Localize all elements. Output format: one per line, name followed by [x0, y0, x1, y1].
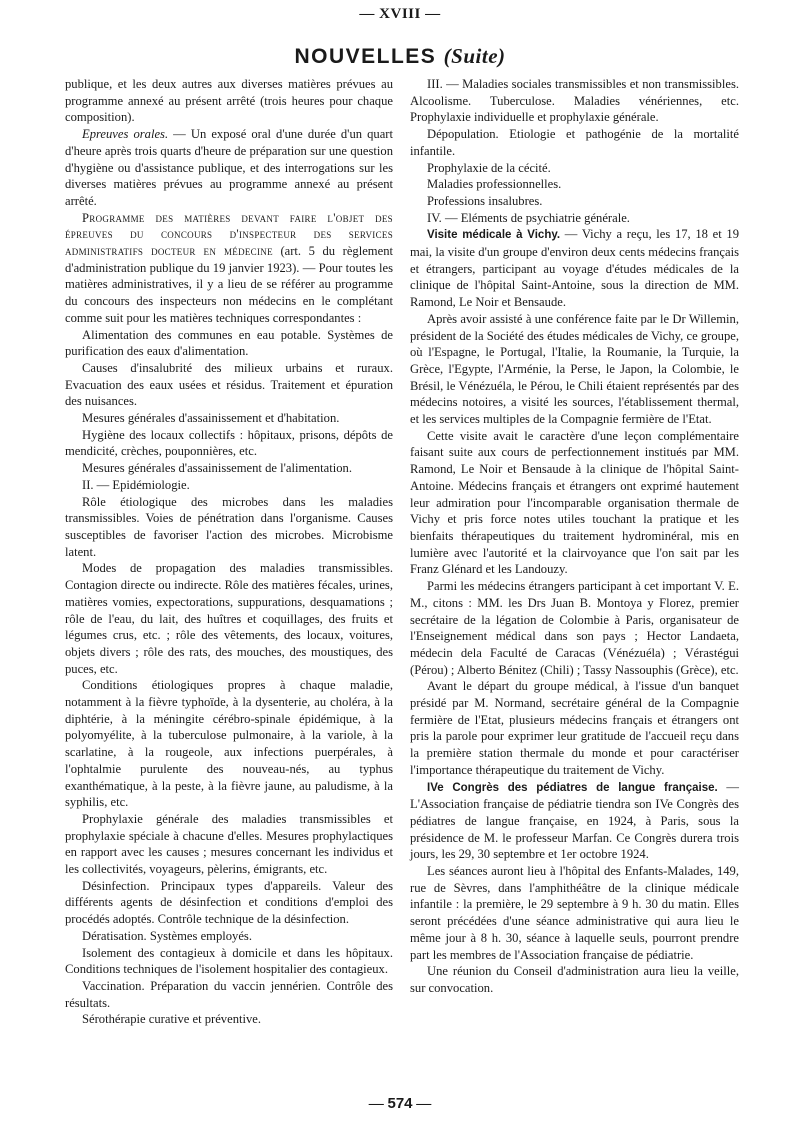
paragraph: III. — Maladies sociales transmissibles et non transmissibles. Alcoolisme. Tuberculose. Maladies vénériennes, etc. Prophylaxie individuelle et prophylaxie générale. — [410, 77, 739, 125]
section-heading: Visite médicale à Vichy. — [427, 229, 561, 242]
paragraph: Sérothérapie curative et préventive. — [82, 1012, 262, 1027]
paragraph: Avant le départ du groupe médical, à l'issue d'un banquet présidé par M. Normand, secrétaire général de la Compagnie fermière de l'Etat, plusieurs médecins français et étrangers ont pris la parole pour exprimer leur gratitude de l'accueil reçu dans la première station thermale du monde et pour caractériser l'importance thérapeutique du traitement de Vichy. — [410, 679, 739, 777]
paragraph: Alimentation des communes en eau potable. Systèmes de purification des eaux d'alimentation. — [65, 327, 393, 359]
paragraph: Conditions étiologiques propres à chaque maladie, notamment à la fièvre typhoïde, à la dysenterie, au choléra, à la diphtérie, à la méningite cérébro-spinale épidémique, à la polyomyélite, à la tuberculose pulmonaire, à la variole, à la scarlatine, à la rougeole, aux infections puerpérales, à l'ophtalmie purulente des nouveau-nés, au typhus exanthématique, à la peste, à la fièvre jaune, au paludisme, à la syphilis, etc. — [65, 678, 393, 810]
page-number-value: 574 — [387, 1095, 413, 1112]
paragraph: Hygiène des locaux collectifs : hôpitaux, prisons, dépôts de mendicité, crèches, pouponnières, etc. — [65, 427, 393, 459]
right-column — [410, 76, 739, 997]
paragraph: Après avoir assisté à une conférence faite par le Dr Willemin, président de la Société des études médicales de Vichy, ce groupe, où l'Espagne, le Portugal, l'Italie, la Roumanie, la Turquie, la Grèce, l'Egypte, l'Arménie, la Perse, le Japon, la Colombie, le Brésil, le Vénézuéla, le Pérou, le Chili étaient représentés par des médecins notoires, a visité les sources, l'établissement thermal, et les services multiples de la Compagnie fermière de l'Etat. — [410, 311, 739, 427]
paragraph: Prophylaxie générale des maladies transmissibles et prophylaxie spéciale à chacune d'elles. Mesures prophylactiques en rapport avec les causes ; mesures concernant les individus et les collectivités, voyageurs, pèlerins, émigrants, etc. — [65, 811, 393, 877]
section-lead: Epreuves orales. — [82, 127, 169, 142]
paragraph: Causes d'insalubrité des milieux urbains et ruraux. Evacuation des eaux usées et résidus. Traitement et épuration des nuisances. — [65, 360, 393, 409]
paragraph: Prophylaxie de la cécité. — [427, 160, 551, 175]
paragraph: IVe Congrès des pédiatres de langue française. — L'Association française de pédiatrie tiendra son IVe Congrès des pédiatres de langue française, en 1924, à Paris, sous la présidence de M. le professeur Marfan. Ce Congrès durera trois jours, les 29, 30 septembre et 1er octobre 1924. — [410, 779, 739, 862]
left-column — [65, 76, 393, 1028]
paragraph: Modes de propagation des maladies transmissibles. Contagion directe ou indirecte. Rôle des matières fécales, urines, matières vomies, expectorations, suppurations, desquamations ; rôle de l'eau, du lait, des huîtres et coquillages, des fruits et légumes crus, etc. ; rôle des vêtements, des locaux, voitures, objets divers ; rôle des rats, des mouches, des moustiques, des puces, etc. — [65, 561, 393, 676]
page-number: — 574 — — [368, 1095, 432, 1112]
section-heading: IVe Congrès des pédiatres de langue française. — [427, 781, 718, 794]
paragraph: Cette visite avait le caractère d'une leçon complémentaire faisant suite aux cours de perfectionnement institués par MM. Ramond, Le Noir et Bensaude à la clinique de l'hôpital Saint-Antoine. Médecins français et étrangers ont exprimé hautement leur admiration pour l'incomparable organisation thermale de Vichy et pris force notes utiles touchant la pratique et les bienfaits thérapeutiques du traitement hydrominéral, mis en lumière avec l'autorité et la clairvoyance que l'on sait par les Franz Glénard et les Landouzy. — [410, 428, 739, 577]
paragraph: Dépopulation. Etiologie et pathogénie de la mortalité infantile. — [410, 127, 739, 158]
paragraph: Visite médicale à Vichy. — Vichy a reçu, les 17, 18 et 19 mai, la visite d'un groupe d'environ deux cents médecins français et étrangers, participant au voyage d'études médicales de la clinique de l'hôpital Saint-Antoine, sous la direction de MM. Ramond, Le Noir et Bensaude. — [410, 227, 740, 310]
title-main: NOUVELLES — [294, 45, 437, 68]
title-suite: (Suite) — [443, 44, 506, 68]
paragraph: Les séances auront lieu à l'hôpital des Enfants-Malades, 149, rue de Sèvres, dans l'amphithéâtre de la clinique médicale infantile : la première, le 29 septembre à 9 h. 30 du matin. Elles seront précédées d'une séance administrative qui aura lieu le même jour à 8 h. 30, séance à laquelle seuls, pourront prendre part les membres de l'Association française de pédiatrie. — [410, 864, 739, 962]
paragraph: Vaccination. Préparation du vaccin jennérien. Contrôle des résultats. — [65, 978, 393, 1010]
paragraph: Mesures générales d'assainissement et d'habitation. — [82, 411, 340, 426]
paragraph: Mesures générales d'assainissement de l'alimentation. — [82, 461, 352, 476]
paragraph: publique, et les deux autres aux diverses matières prévues au programme annexé au présent arrêté (trois heures pour chaque composition). — [65, 77, 393, 125]
page-title — [0, 44, 800, 69]
paragraph: Maladies professionnelles. — [427, 177, 562, 192]
paragraph: Professions insalubres. — [427, 193, 543, 208]
page-roman-numeral: — XVIII — — [359, 6, 441, 22]
paragraph: Epreuves orales. — Un exposé oral d'une durée d'un quart d'heure après trois quarts d'heure de préparation sur une question d'hygiène ou d'assistance publique, et des interrogations sur les diverses matières prévues au programme annexé au présent arrêté. — [65, 127, 394, 208]
paragraph: Une réunion du Conseil d'administration aura lieu la veille, sur convocation. — [410, 964, 739, 995]
section-lead: Programme des matières devant faire l'objet des épreuves du concours d'inspecteur des services administratifs docteur en médecine — [65, 210, 393, 259]
paragraph: Parmi les médecins étrangers participant à cet important V. E. M., citons : MM. les Drs Juan B. Montoya y Florez, premier secrétaire de la légation de Colombie à Paris, organisateur de l'Enseignement médical dans son pays ; Hector Landaeta, médecin dela Faculté de Caracas (Vénézuéla) ; Vérastégui (Pérou) ; Alberto Bénitez (Chili) ; Tassy Nassouphis (Grèce), etc. — [410, 579, 739, 677]
paragraph: Programme des matières devant faire l'objet des épreuves du concours d'inspecteur des services administratifs docteur en médecine (art. 5 du règlement d'administration publique du 19 janvier 1923). — Pour toutes les matières administratives, il y a lieu de se référer au programme du concours des inspecteurs non médecins en le complétant comme suit pour les matières techniques correspondantes : — [65, 210, 393, 325]
paragraph: IV. — Eléments de psychiatrie générale. — [427, 210, 630, 225]
paragraph: Isolement des contagieux à domicile et dans les hôpitaux. Conditions techniques de l'isolement hospitalier des contagieux. — [65, 945, 393, 977]
paragraph: Dératisation. Systèmes employés. — [82, 928, 252, 943]
paragraph: Désinfection. Principaux types d'appareils. Valeur des différents agents de désinfection et conditions d'emploi des procédés adoptés. Contrôle technique de la désinfection. — [65, 878, 393, 927]
paragraph: Rôle étiologique des microbes dans les maladies transmissibles. Voies de pénétration dans l'organisme. Causes susceptibles de favoriser l'action des microbes. Microbisme latent. — [65, 494, 393, 559]
paragraph: II. — Epidémiologie. — [82, 477, 190, 492]
